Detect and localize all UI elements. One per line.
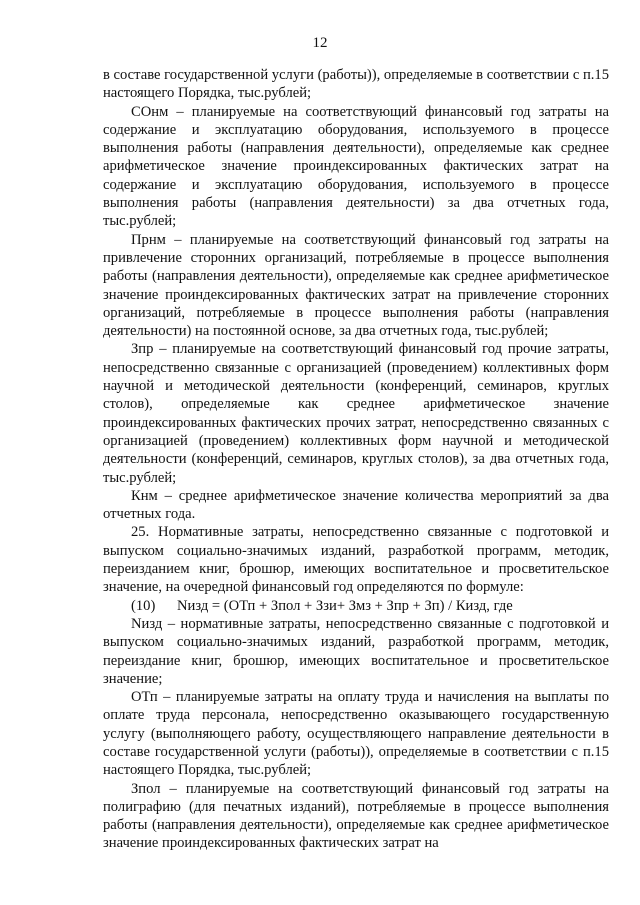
- paragraph-item-25: 25. Нормативные затраты, непосредственно связанные с подготовкой и выпуском социально-значимых изданий, разработкой программ, методик, переизданием книг, брошюр, имеющих воспитательное и просветительское значение, на очередной финансовый год определяются по формуле:: [103, 524, 609, 596]
- paragraph-zpr: Зпр – планируемые на соответствующий финансовый год прочие затраты, непосредственно связанные с организацией (проведением) коллективных форм научной и методической деятельности (конференций, семинаров, круглых столов), определяемые как среднее арифметическое значение проиндексированных фактических прочих затрат, непосредственно связанных с организацией (проведением) коллективных форм научной и методической деятельности (конференций, семинаров, круглых столов), за два отчетных года, тыс.рублей;: [103, 341, 609, 486]
- paragraph-sonm: СОнм – планируемые на соответствующий финансовый год затраты на содержание и эксплуатацию оборудования, используемого в процессе выполнения работы (направления деятельности), определяемые как среднее арифметическое значение проиндексированных фактических затрат на содержание и эксплуатацию оборудования, используемого в процессе выполнения работы (направления деятельности) за два отчетных года, тыс.рублей;: [103, 103, 609, 230]
- paragraph-zpol: Зпол – планируемые на соответствующий финансовый год затраты на полиграфию (для печатных изданий), потребляемые в процессе выполнения работы (направления деятельности), определяемые как среднее арифметическое значение проиндексированных фактических затрат на: [103, 780, 609, 852]
- paragraph-knm: Кнм – среднее арифметическое значение количества мероприятий за два отчетных года.: [103, 487, 609, 523]
- paragraph-otp: ОТп – планируемые затраты на оплату труда и начисления на выплаты по оплате труда персонала, непосредственно оказывающего государственную услугу (выполняющего работу, осуществляющего направление деятельности в составе государственной услуги (работы)), определяемые в соответствии с п.15 настоящего Порядка, тыс.рублей;: [103, 689, 609, 779]
- paragraph-prnm: Прнм – планируемые на соответствующий финансовый год затраты на привлечение сторонних организаций, потребляемые в процессе выполнения работы (направления деятельности), определяемые как среднее арифметическое значение проиндексированных фактических затрат на привлечение сторонних организаций, потребляемые в процессе выполнения работы (направления деятельности) на постоянной основе, за два отчетных года, тыс.рублей;: [103, 231, 609, 340]
- paragraph-nizd: Nизд – нормативные затраты, непосредственно связанные с подготовкой и выпуском социально-значимых изданий, разработкой программ, методик, переиздание книг, брошюр, имеющих воспитательное и просветительское значение;: [103, 615, 609, 687]
- formula-number: (10): [131, 597, 156, 614]
- page-number: 12: [312, 35, 328, 51]
- formula-expression: Nизд = (ОТп + Зпол + Ззи+ Змз + Зпр + Зп) / Кизд, где: [177, 597, 513, 614]
- formula-line: [103, 597, 609, 615]
- paragraph-continuation: в составе государственной услуги (работы)), определяемые в соответствии с п.15 настоящего Порядка, тыс.рублей;: [103, 67, 609, 102]
- document-body: [103, 66, 609, 853]
